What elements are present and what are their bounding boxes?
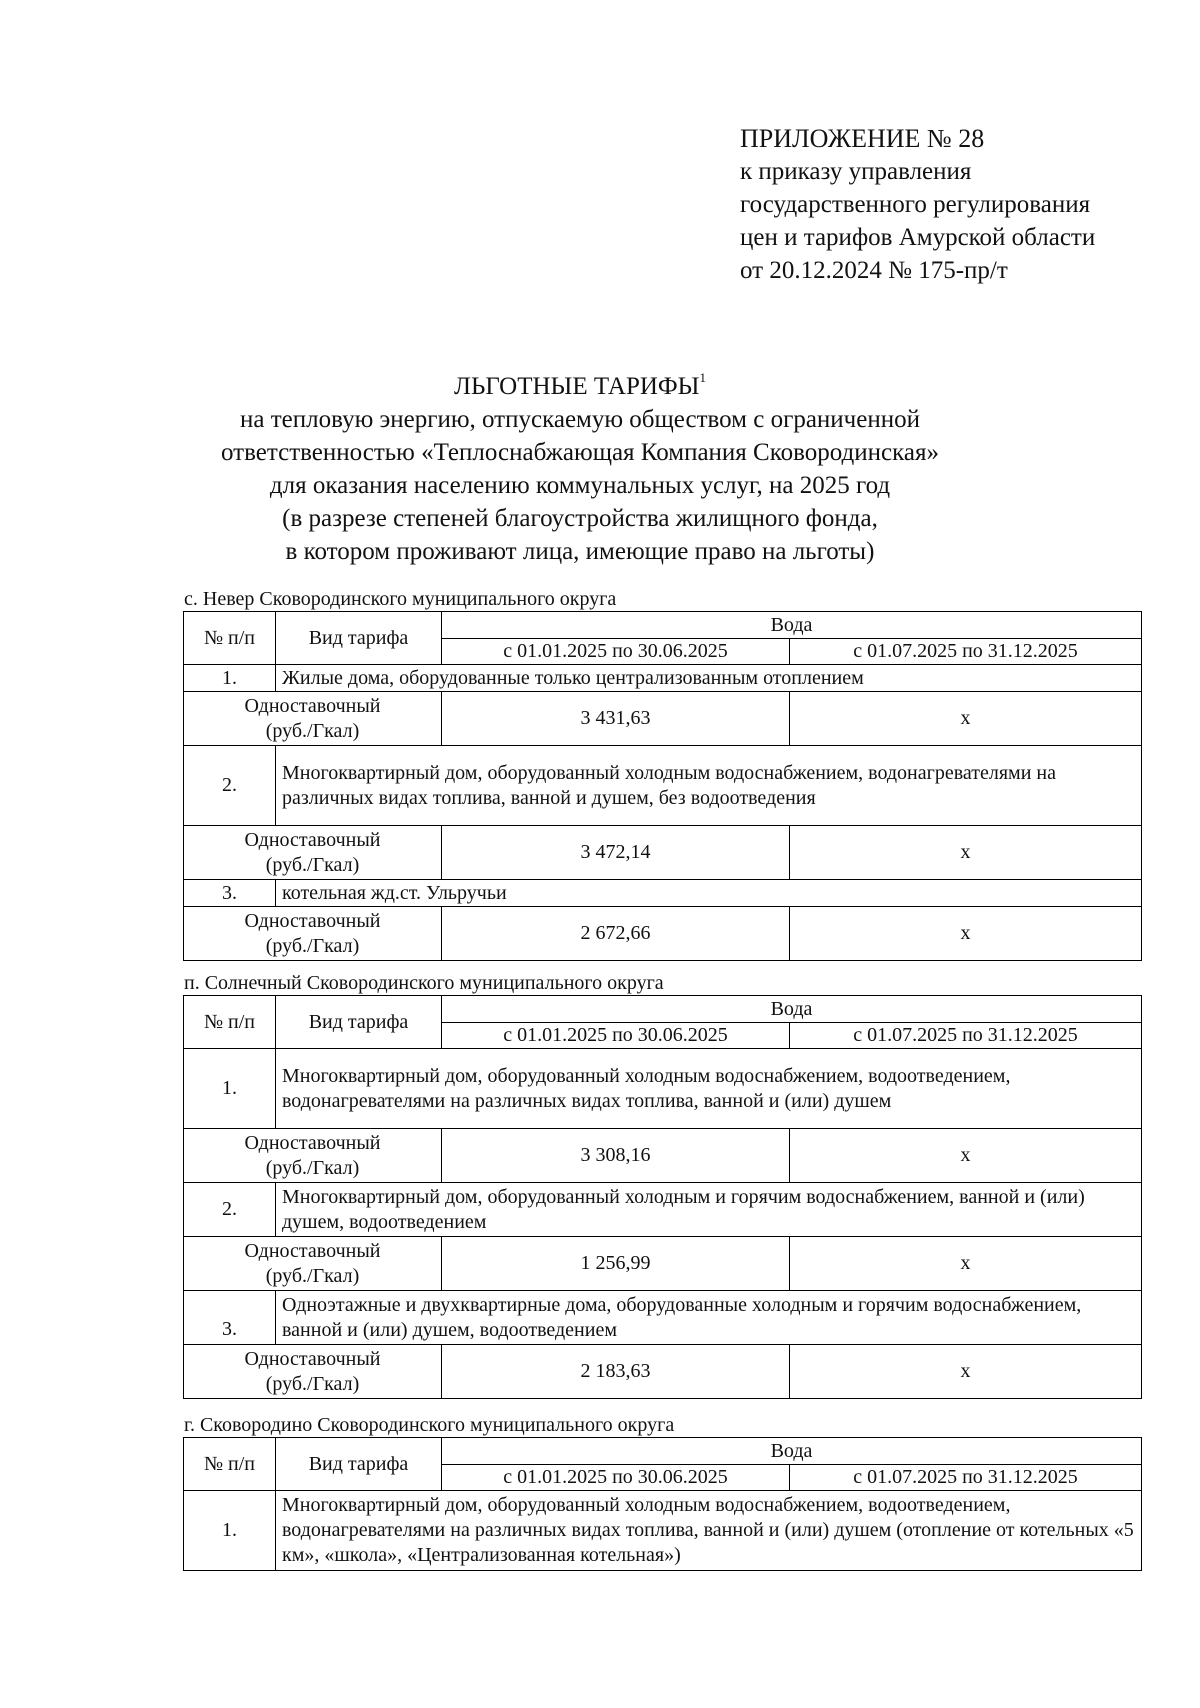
table-header-row bbox=[184, 612, 1142, 639]
rate-label-line1: Одноставочный bbox=[244, 1347, 381, 1370]
tariff-table-skovorodino bbox=[183, 1437, 1142, 1571]
row-description: Многоквартирный дом, оборудованный холодным водоснабжением, водонагревателями на различных видах топлива, ванной и душем, без водоотведения bbox=[276, 746, 1142, 826]
header-kind: Вид тарифа bbox=[276, 996, 442, 1049]
row-description: Жилые дома, оборудованные только централизованным отоплением bbox=[276, 665, 1142, 692]
rate-label-line2: (руб./Гкал) bbox=[265, 1372, 360, 1395]
document-title-block bbox=[150, 370, 1010, 568]
row-num: 3. bbox=[184, 1291, 276, 1345]
table-rate-row bbox=[184, 826, 1142, 880]
table-row bbox=[184, 880, 1142, 907]
value-period-2: х bbox=[790, 907, 1142, 961]
row-description: котельная жд.ст. Ульручьи bbox=[276, 880, 1142, 907]
subtitle-line: в котором проживают лица, имеющие право на льготы) bbox=[285, 538, 875, 565]
table-row bbox=[184, 1491, 1142, 1571]
table-row bbox=[184, 1049, 1142, 1129]
subtitle-line: для оказания населению коммунальных услуг, на 2025 год bbox=[269, 472, 891, 499]
header-period-1: с 01.01.2025 по 30.06.2025 bbox=[442, 1465, 790, 1491]
row-description: Многоквартирный дом, оборудованный холодным водоснабжением, водоотведением, водонагревателями на различных видах топлива, ванной и (или) душем bbox=[276, 1049, 1142, 1129]
value-period-2: х bbox=[790, 826, 1142, 880]
section-label-skovorodino: г. Сковородино Сковородинского муниципального округа bbox=[184, 1414, 675, 1436]
header-group-water: Вода bbox=[442, 996, 1142, 1023]
row-num: 1. bbox=[184, 1491, 276, 1571]
rate-label bbox=[184, 1345, 442, 1399]
rate-label-line2: (руб./Гкал) bbox=[265, 1156, 360, 1179]
rate-label-line1: Одноставочный bbox=[244, 828, 381, 851]
header-group-water: Вода bbox=[442, 1438, 1142, 1465]
row-num: 1. bbox=[184, 665, 276, 692]
rate-label bbox=[184, 826, 442, 880]
value-period-2: х bbox=[790, 692, 1142, 746]
value-period-1: 2 672,66 bbox=[442, 907, 790, 961]
rate-label-line2: (руб./Гкал) bbox=[265, 719, 360, 742]
value-period-1: 3 308,16 bbox=[442, 1129, 790, 1183]
section-label-never: с. Невер Сковородинского муниципального округа bbox=[184, 588, 617, 610]
header-num: № п/п bbox=[184, 996, 276, 1049]
header-period-2: с 01.07.2025 по 31.12.2025 bbox=[790, 1023, 1142, 1049]
table-row bbox=[184, 1291, 1142, 1345]
header-num: № п/п bbox=[184, 1438, 276, 1491]
value-period-2: х bbox=[790, 1237, 1142, 1291]
appendix-title: ПРИЛОЖЕНИЕ № 28 bbox=[740, 124, 985, 153]
table-header-row bbox=[184, 996, 1142, 1023]
header-num: № п/п bbox=[184, 612, 276, 665]
section-label-solnechny: п. Солнечный Сковородинского муниципального округа bbox=[184, 972, 664, 994]
rate-label-line2: (руб./Гкал) bbox=[265, 934, 360, 957]
row-num: 2. bbox=[184, 1183, 276, 1237]
header-period-1: с 01.01.2025 по 30.06.2025 bbox=[442, 639, 790, 665]
row-description: Многоквартирный дом, оборудованный холодным и горячим водоснабжением, ванной и (или) душем, водоотведением bbox=[276, 1183, 1142, 1237]
rate-label-line1: Одноставочный bbox=[244, 1131, 381, 1154]
row-description: Многоквартирный дом, оборудованный холодным водоснабжением, водоотведением, водонагревателями на различных видах топлива, ванной и (или) душем (отопление от котельных «5 км», «школа», «Централизованная котельная») bbox=[276, 1491, 1142, 1571]
value-period-1: 3 472,14 bbox=[442, 826, 790, 880]
appendix-line: к приказу управления bbox=[740, 158, 972, 185]
rate-label-line2: (руб./Гкал) bbox=[265, 853, 360, 876]
row-description: Одноэтажные и двухквартирные дома, оборудованные холодным и горячим водоснабжением, ванной и (или) душем, водоотведением bbox=[276, 1291, 1142, 1345]
table-row bbox=[184, 1183, 1142, 1237]
table-rate-row bbox=[184, 1237, 1142, 1291]
table-row bbox=[184, 746, 1142, 826]
table-rate-row bbox=[184, 1129, 1142, 1183]
appendix-date: от 20.12.2024 № 175-пр/т bbox=[740, 257, 1008, 284]
rate-label bbox=[184, 692, 442, 746]
tariff-table-solnechny bbox=[183, 995, 1142, 1399]
table-rate-row bbox=[184, 907, 1142, 961]
footnote-mark: 1 bbox=[699, 370, 706, 385]
subtitle-line: (в разрезе степеней благоустройства жилищного фонда, bbox=[282, 505, 878, 532]
value-period-1: 2 183,63 bbox=[442, 1345, 790, 1399]
value-period-2: х bbox=[790, 1129, 1142, 1183]
rate-label bbox=[184, 907, 442, 961]
header-kind: Вид тарифа bbox=[276, 612, 442, 665]
header-period-2: с 01.07.2025 по 31.12.2025 bbox=[790, 639, 1142, 665]
appendix-block bbox=[740, 122, 1095, 287]
subtitle-line: на тепловую энергию, отпускаемую обществом с ограниченной bbox=[240, 406, 920, 433]
table-rate-row bbox=[184, 1345, 1142, 1399]
value-period-2: х bbox=[790, 1345, 1142, 1399]
rate-label-line1: Одноставочный bbox=[244, 909, 381, 932]
header-period-1: с 01.01.2025 по 30.06.2025 bbox=[442, 1023, 790, 1049]
rate-label bbox=[184, 1129, 442, 1183]
tariff-table-never bbox=[183, 611, 1142, 961]
header-group-water: Вода bbox=[442, 612, 1142, 639]
value-period-1: 1 256,99 bbox=[442, 1237, 790, 1291]
table-row bbox=[184, 665, 1142, 692]
row-num: 2. bbox=[184, 746, 276, 826]
appendix-line: цен и тарифов Амурской области bbox=[740, 224, 1096, 251]
rate-label-line1: Одноставочный bbox=[244, 694, 381, 717]
row-num: 1. bbox=[184, 1049, 276, 1129]
table-rate-row bbox=[184, 692, 1142, 746]
header-kind: Вид тарифа bbox=[276, 1438, 442, 1491]
header-period-2: с 01.07.2025 по 31.12.2025 bbox=[790, 1465, 1142, 1491]
appendix-line: государственного регулирования bbox=[740, 191, 1091, 218]
value-period-1: 3 431,63 bbox=[442, 692, 790, 746]
table-header-row bbox=[184, 1438, 1142, 1465]
subtitle-line: ответственностью «Теплоснабжающая Компания Сковородинская» bbox=[221, 439, 939, 466]
rate-label bbox=[184, 1237, 442, 1291]
heading-text: ЛЬГОТНЫЕ ТАРИФЫ bbox=[454, 373, 700, 400]
rate-label-line2: (руб./Гкал) bbox=[265, 1264, 360, 1287]
row-num: 3. bbox=[184, 880, 276, 907]
rate-label-line1: Одноставочный bbox=[244, 1239, 381, 1262]
document-heading bbox=[150, 370, 1010, 403]
